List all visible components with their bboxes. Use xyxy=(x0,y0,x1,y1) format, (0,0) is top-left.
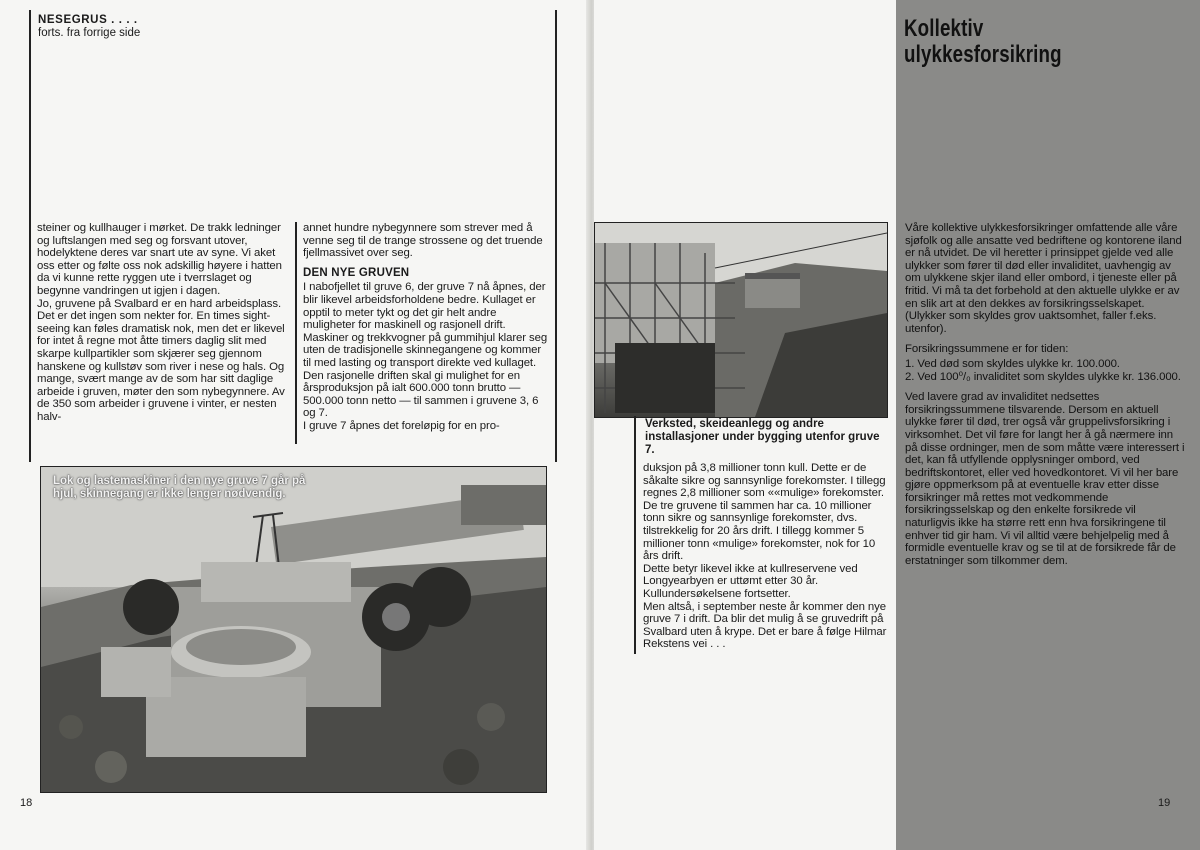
section-heading: DEN NYE GRUVEN xyxy=(303,266,410,279)
insurance-paragraph-2: Forsikringssummene er for tiden: xyxy=(905,343,1069,356)
panel-title-line-2: ulykkesforsikring xyxy=(904,41,1062,68)
workshop-construction-photo xyxy=(594,222,888,418)
page-number-left: 18 xyxy=(20,797,33,809)
article-text: duksjon på 3,8 millioner tonn kull. Dette er de såkalte sikre og sannsynlige forekomster. I tillegg regnes 2,8 millioner som ««mulige» forekomster. De tre gruvene til sammen har ca. 10 millioner tonn sikre og sannsynlige forekomster, dvs. tilstrekkelig for 20 års drift. I tillegg kommer 5 millioner tonn «mulige» forekomster, nok for 10 års drift. Dette betyr likevel ikke at kullreservene ved Longyearbyen er uttømt etter 30 år. Kullundersøkelsene fortsetter. Men altså, i september neste år kommer den nye gruve 7 i drift. Da blir det mulig å se gruvedrift på Svalbard uten å krype. Det er bare å følge Hilmar Rekstens vei . . . xyxy=(643,462,887,651)
insurance-paragraph-1: Våre kollektive ulykkesforsikringer omfattende alle våre sjøfolk og alle ansatte ved bedriftene og kontorene iland er nå utvidet. De vil heretter i prinsippet gjelde ved alle ulykker som fører til død eller invaliditet, uavhengig av om ulykkene skjer iland eller ombord, i tjeneste eller på fritid. Vi må ta det forbehold at den aktuelle ulykke er av en slik art at den dekkes av forsikringsselskapet. (Ulykker som skyldes grov uaktsomhet, faller f.eks. utenfor). xyxy=(905,222,1182,335)
insurance-sum-item: 2. Ved 100⁰/₀ invaliditet som skyldes ulykke kr. 136.000. xyxy=(905,370,1181,383)
article-column-3 xyxy=(643,462,889,651)
left-margin-rule xyxy=(29,10,31,462)
column-rule-right xyxy=(555,10,557,462)
insurance-sums-list xyxy=(905,358,1187,383)
continuation-title: NESEGRUS . . . . xyxy=(38,14,138,26)
column-rule-left xyxy=(295,222,297,444)
mining-machines-photo xyxy=(40,466,547,793)
caption-rule xyxy=(634,416,636,654)
article-text: steiner og kullhauger i mørket. De trakk ledninger og luftslangen med seg og forsvant utover, hodelyktene deres var snart ute av syne. Vi aket oss etter og følte oss nok adskillig høyere i hatten da vi kunne rette ryggen ute i tverrslaget og begynne vandringen ut igjen i dagen. Jo, gruvene på Svalbard er en hard arbeidsplass. Det er det ingen som nekter for. En times sight-seeing kan føles dramatisk nok, men det er likevel for intet å regne mot åtte timers daglig slit med skarpe kullpartikler som skjærer seg gjennom hanskene og kullstøv som river i nese og hals. Og mange, svært mange av de som har sitt daglige arbeide i gruven, møter den som nybegynnere. Av de 350 som arbeider i gruvene i vinter, er nesten halv- xyxy=(37,222,285,423)
construction-illustration xyxy=(595,223,887,417)
continuation-subtitle: forts. fra forrige side xyxy=(38,27,141,39)
insurance-paragraph-3: Ved lavere grad av invaliditet nedsettes forsikringssummene tilsvarende. Dersom en aktuell ulykke fører til død, trer også vår gruppelivsforsikring i virksomhet. Det vil føre for langt her å gå nærmere inn på disse ordninger, men de som måtte være interessert i det, kan få utfyllende opplysninger ombord, ved bedriftskontoret, eller ved hovedkontoret. Vi vil her bare gjøre oppmerksom på at eventuelle krav etter disse forsikringer må rettes mot vedkommende forsikringsselskap og den enkelte forsikrede vil naturligvis ikke ha større rett enn hva forsikringene til enhver tid gir ham. Vi vil alltid være behjelpelig med å formidle eventuelle krav og se til at de forsikrede får de erstatninger som tilkommer dem. xyxy=(905,391,1185,567)
page-number-right: 19 xyxy=(1158,797,1171,809)
article-text-intro: annet hundre nybegynnere som strever med å venne seg til de trange strossene og det truende fjellmassivet over seg. xyxy=(303,222,543,260)
insurance-text xyxy=(905,222,1187,575)
article-column-1 xyxy=(37,222,289,424)
photo-caption: Verksted, skeideanlegg og andre installasjoner under bygging utenfor gruve 7. xyxy=(645,418,880,456)
article-column-2 xyxy=(303,222,549,433)
panel-title xyxy=(904,16,1130,68)
mining-machines-illustration xyxy=(41,467,546,792)
panel-title-line-1: Kollektiv xyxy=(904,15,984,42)
photo-caption-overlay: Lok og lastemaskiner i den nye gruve 7 går på hjul, skinnegang er ikke lenger nødvendig. xyxy=(53,475,306,500)
insurance-sum-item: 1. Ved død som skyldes ulykke kr. 100.000. xyxy=(905,357,1120,370)
article-text-body: I nabofjellet til gruve 6, der gruve 7 nå åpnes, der blir likevel arbeidsforholdene bedre. Kullaget er opptil to meter tykt og det gir helt andre muligheter for maskinell og rasjonell drift. Maskiner og trekkvogner på gummihjul klarer seg uten de tradisjonelle skinnegangene og kommer til med lasting og transport direkte ved kullaget. Den rasjonelle driften skal gi mulighet for en årsproduksjon på ialt 600.000 tonn brutto — 500.000 tonn netto — til sammen i gruvene 3, 6 og 7. I gruve 7 åpnes det foreløpig for en pro- xyxy=(303,281,548,432)
